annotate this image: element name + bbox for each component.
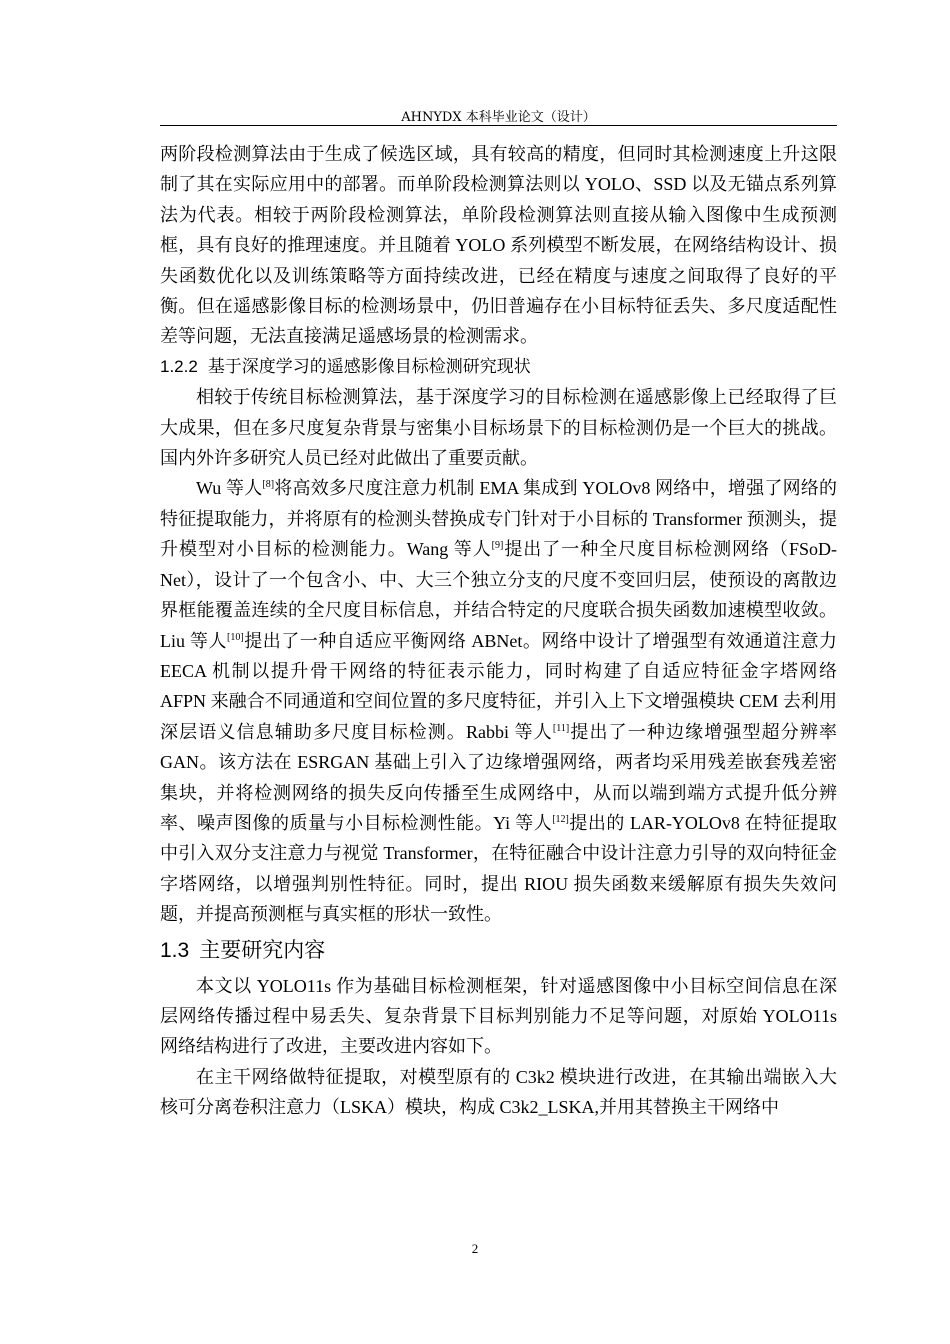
section-heading-1-3 xyxy=(160,933,837,969)
related-work-text: Wu 等人 xyxy=(196,478,263,499)
header-rule xyxy=(160,125,837,126)
related-work-text: 提出了一种全尺度目标检测网络（FSoD-Net），设计了一个包含小、中、大三个独立分支的尺度不变回归层，使预设的离散边界框能覆盖连续的全尺度目标信息，并结合特定的尺度联合损失函数加速模型收敛。Liu 等人 xyxy=(160,539,837,651)
paragraph-deep-learning-intro: 相较于传统目标检测算法，基于深度学习的目标检测在遥感影像上已经取得了巨大成果，但在多尺度复杂背景与密集小目标场景下的目标检测仍是一个巨大的挑战。国内外许多研究人员已经对此做出了重要贡献。 xyxy=(160,387,837,469)
paragraph-backbone-improvement: 在主干网络做特征提取，对模型原有的 C3k2 模块进行改进，在其输出端嵌入大核可分离卷积注意力（LSKA）模块，构成 C3k2_LSKA,并用其替换主干网络中 xyxy=(160,1066,837,1118)
subsection-heading-1-2-2 xyxy=(160,352,837,382)
subsection-title: 基于深度学习的遥感影像目标检测研究现状 xyxy=(207,356,531,376)
body-text xyxy=(160,139,837,1123)
page-number: 2 xyxy=(471,1241,479,1256)
related-work-text: 提出了一种自适应平衡网络 ABNet。网络中设计了增强型有效通道注意力 EECA 机制以提升骨干网络的特征表示能力，同时构建了自适应特征金字塔网络 AFPN 来融合不同通道和空间位置的多尺度特征，并引入上下文增强模块 CEM 去利用深层语义信息辅助多尺度目标检测。Rabbi 等人 xyxy=(160,630,837,742)
related-work-text: 提出的 LAR-YOLOv8 在特征提取中引入双分支注意力与视觉 Transformer，在特征融合中设计注意力引导的双向特征金字塔网络，以增强判别性特征。同时，提出 RIOU 损失函数来缓解原有损失失效问题，并提高预测框与真实框的形状一致性。 xyxy=(160,812,837,925)
section-number: 1.3 xyxy=(160,938,190,962)
related-work-text: 将高效多尺度注意力机制 EMA 集成到 YOLOv8 网络中，增强了网络的特征提取能力，并将原有的检测头替换成专门针对于小目标的 Transformer 预测头，提升模型对小目标的检测能力。Wang 等人 xyxy=(160,478,837,560)
citation: [9] xyxy=(491,540,504,552)
citation: [11] xyxy=(552,722,570,734)
section-title: 主要研究内容 xyxy=(199,938,326,962)
paragraph-two-stage: 两阶段检测算法由于生成了候选区域，具有较高的精度，但同时其检测速度上升这限制了其在实际应用中的部署。而单阶段检测算法则以 YOLO、SSD 以及无锚点系列算法为代表。相较于两阶段检测算法，单阶段检测算法则直接从输入图像中生成预测框，具有良好的推理速度。并且随着 YOLO 系列模型不断发展，在网络结构设计、损失函数优化以及训练策略等方面持续改进，已经在精度与速度之间取得了良好的平衡。但在遥感影像目标的检测场景中，仍旧普遍存在小目标特征丢失、多尺度适配性差等问题，无法直接满足遥感场景的检测需求。 xyxy=(160,144,837,347)
paragraph-related-work xyxy=(160,473,837,929)
paragraph-research-content: 本文以 YOLO11s 作为基础目标检测框架，针对遥感图像中小目标空间信息在深层网络传播过程中易丢失、复杂背景下目标判别能力不足等问题，对原始 YOLO11s 网络结构进行了改进，主要改进内容如下。 xyxy=(160,975,837,1057)
citation: [8] xyxy=(262,479,275,491)
subsection-number: 1.2.2 xyxy=(160,356,198,376)
running-header: AHNYDX 本科毕业论文（设计） xyxy=(401,110,596,125)
citation: [10] xyxy=(227,631,244,643)
related-work-text: 提出了一种边缘增强型超分辨率 GAN。该方法在 ESRGAN 基础上引入了边缘增强网络，两者均采用残差嵌套残差密集块，并将检测网络的损失反向传播至生成网络中，从而以端到端方式提升低分辨率、噪声图像的质量与小目标检测性能。Yi 等人 xyxy=(160,721,838,833)
citation: [12] xyxy=(552,813,569,825)
